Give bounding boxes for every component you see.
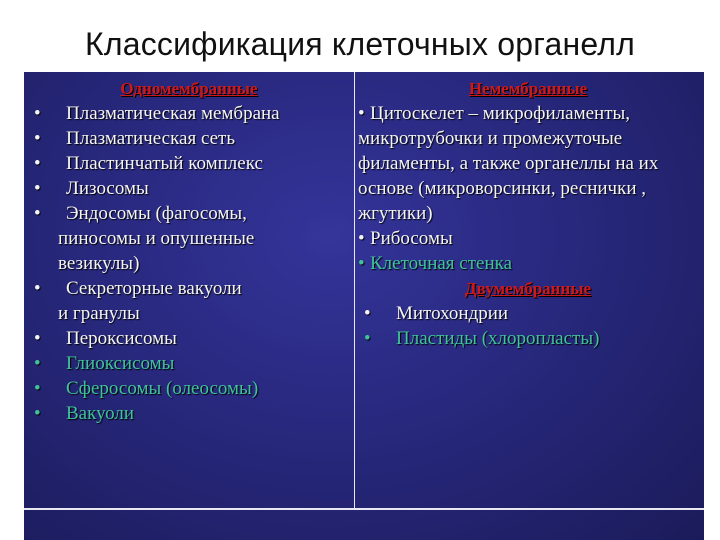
item-text: Плазматическая мембрана — [66, 103, 280, 124]
bullet: • — [34, 278, 41, 299]
item-text: Секреторные вакуоли — [66, 278, 242, 299]
item-text: Пластинчатый комплекс — [66, 153, 263, 174]
bullet: • — [358, 228, 365, 249]
list-item — [26, 351, 352, 376]
list-item — [26, 151, 352, 176]
classification-table — [24, 72, 704, 540]
bullet: • — [358, 103, 365, 124]
list-item — [358, 101, 698, 226]
bullet: • — [34, 378, 41, 399]
bullet: • — [34, 153, 41, 174]
bullet: • — [34, 103, 41, 124]
list-item — [26, 376, 352, 401]
non-membrane-heading: Немембранные — [468, 79, 588, 98]
single-membrane-heading: Одномембранные — [120, 79, 258, 98]
list-item — [26, 126, 352, 151]
list-item — [358, 301, 698, 326]
bullet: • — [34, 328, 41, 349]
list-item — [26, 401, 352, 426]
item-text: Пластиды (хлоропласты) — [396, 328, 600, 349]
bullet: • — [364, 303, 371, 324]
item-text: Пероксисомы — [66, 328, 177, 349]
list-item — [26, 326, 352, 351]
list-item — [358, 326, 698, 351]
item-text: Лизосомы — [66, 178, 149, 199]
list-item — [26, 101, 352, 126]
bullet: • — [358, 253, 365, 274]
item-text: Клеточная стенка — [370, 253, 513, 274]
item-text-continued: и гранулы — [58, 303, 140, 324]
bullet: • — [34, 128, 41, 149]
bullet: • — [34, 178, 41, 199]
bullet: • — [34, 403, 41, 424]
list-item — [358, 251, 698, 276]
item-text: Вакуоли — [66, 403, 134, 424]
item-text: Митохондрии — [396, 303, 509, 324]
table-bottom-border — [24, 508, 704, 510]
bullet: • — [34, 353, 41, 374]
bullet: • — [34, 203, 41, 224]
item-text-continued: пиносомы и опушенные везикулы) — [58, 228, 255, 274]
slide-title: Классификация клеточных органелл — [84, 26, 635, 62]
list-item — [358, 226, 698, 251]
item-text: Плазматическая сеть — [66, 128, 236, 149]
non-membrane-column — [358, 76, 698, 351]
column-divider — [354, 72, 355, 508]
item-text: Эндосомы (фагосомы, — [66, 203, 247, 224]
bullet: • — [364, 328, 371, 349]
item-text: Цитоскелет – микрофиламенты, микротрубочки и промежуточые филаменты, а также органеллы на их основе (микроворсинки, реснички , жгутики) — [358, 103, 659, 224]
item-text: Сферосомы (олеосомы) — [66, 378, 259, 399]
item-text: Глиоксисомы — [66, 353, 175, 374]
single-membrane-column — [26, 76, 352, 426]
item-text: Рибосомы — [370, 228, 453, 249]
list-item — [26, 176, 352, 201]
list-item — [26, 201, 352, 276]
list-item — [26, 276, 352, 326]
double-membrane-heading: Двумембранные — [464, 279, 592, 298]
